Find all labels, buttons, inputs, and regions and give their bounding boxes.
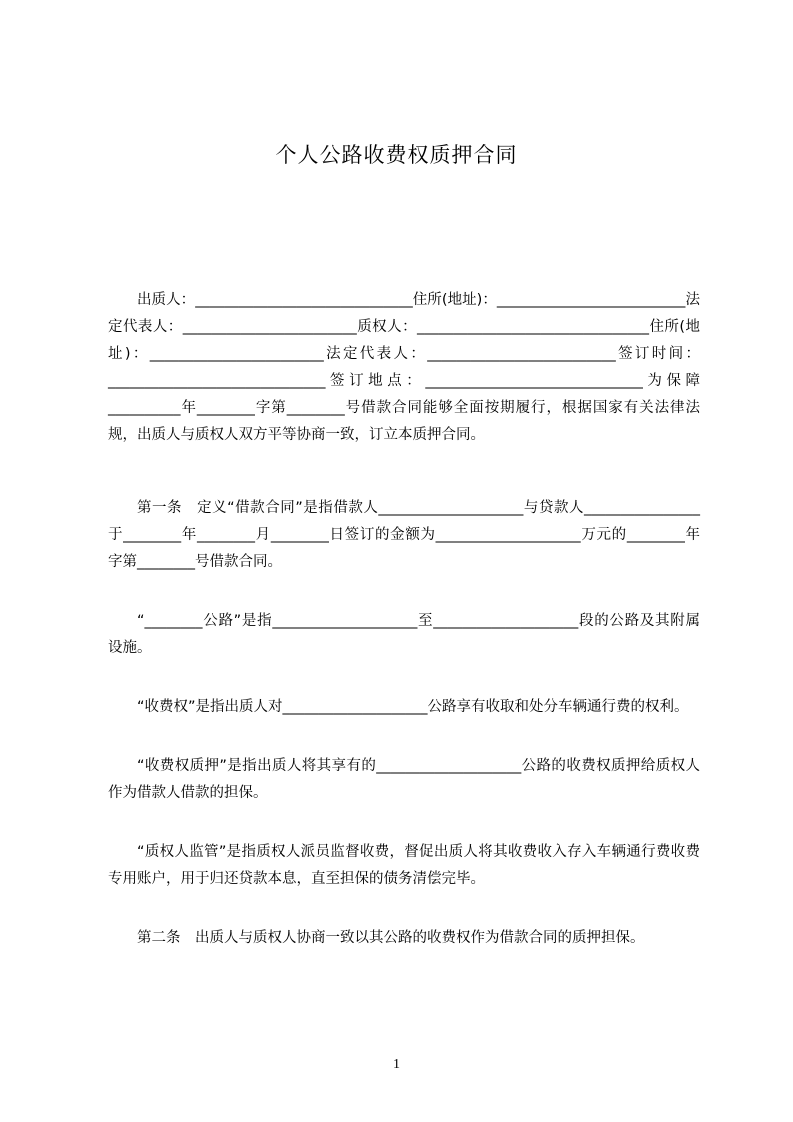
definition-highway: “________公路”是指____________________至____________________段的公路及其附属设施。: [108, 613, 700, 656]
page-number: 1: [393, 1057, 400, 1072]
article-2-paragraph: 第二条 出质人与质权人协商一致以其公路的收费权作为借款合同的质押担保。: [137, 930, 645, 946]
page-title: 个人公路收费权质押合同: [275, 143, 518, 167]
contract-body: [108, 287, 700, 952]
article-1-definition-loan-contract: 第一条 定义“借款合同”是指借款人____________________与贷款人________________于________年________月________日签订的金额为____________________万元的________年字第________号借款合同。: [108, 500, 700, 570]
definition-pledgee-supervision: “质权人监管”是指质权人派员监督收费，督促出质人将其收费收入存入车辆通行费收费专用账户，用于归还贷款本息，直至担保的债务清偿完毕。: [108, 844, 700, 887]
definition-toll-right-pledge: “收费权质押”是指出质人将其享有的____________________公路的收费权质押给质权人作为借款人借款的担保。: [108, 758, 700, 801]
definition-toll-right: “收费权”是指出质人对____________________公路享有收取和处分车辆通行费的权利。: [137, 699, 689, 715]
intro-paragraph: 出质人：______________________________住所(地址)：__________________________法定代表人：________________________质权人：________________________________住所(地址)：________________________法定代表人：__________________________签订时间：______________________________签订地点：______________________________为保障__________年________字第________号借款合同能够全面按期履行，根据国家有关法律法规，出质人与质权人双方平等协商一致，订立本质押合同。: [108, 292, 700, 443]
